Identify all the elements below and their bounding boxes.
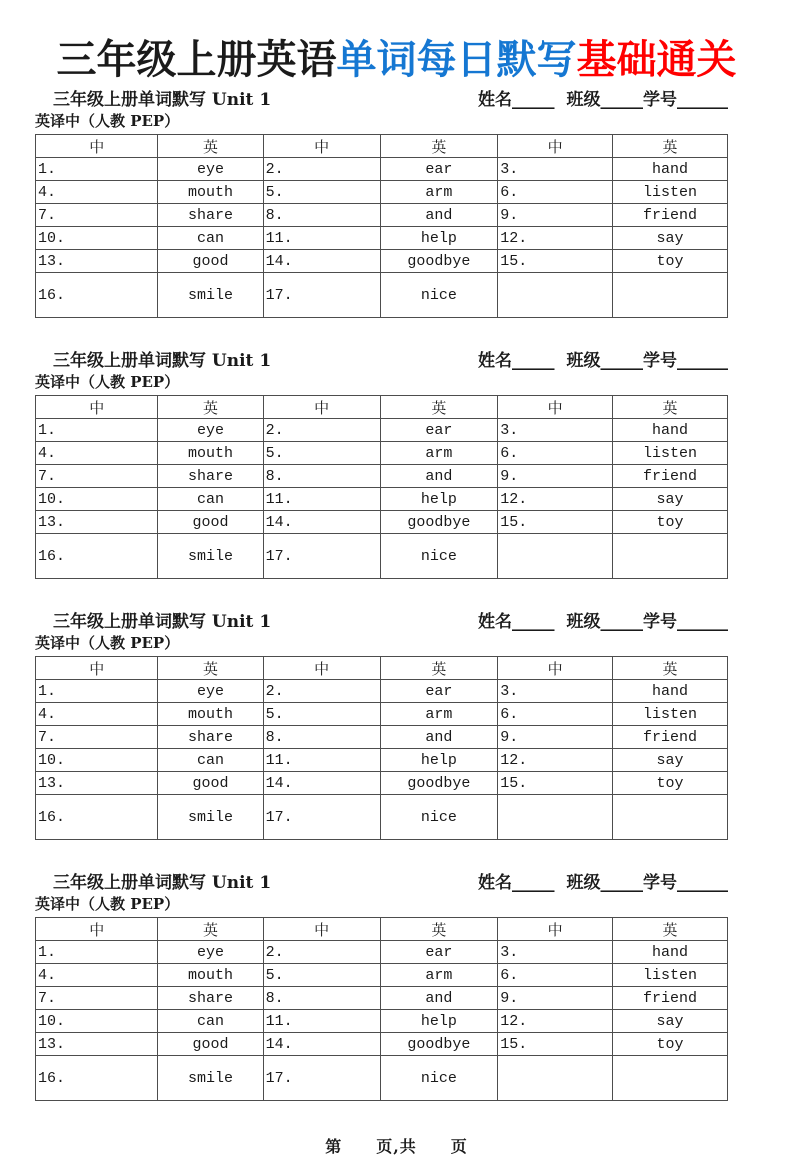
name-label: 姓名	[478, 873, 512, 893]
column-header: 中	[36, 918, 158, 941]
number-cell: 12.	[498, 227, 613, 250]
column-header: 英	[613, 918, 728, 941]
name-blank-line: _____	[512, 351, 555, 371]
number-cell: 9.	[498, 204, 613, 227]
student-info-fields	[478, 351, 728, 372]
class-blank-line: _____	[600, 351, 643, 371]
number-cell: 7.	[36, 726, 158, 749]
number-cell: 13.	[36, 772, 158, 795]
english-word-cell: hand	[613, 158, 728, 181]
english-word-cell: nice	[380, 1056, 498, 1101]
number-cell: 13.	[36, 250, 158, 273]
english-word-cell: goodbye	[380, 511, 498, 534]
student-info-fields	[478, 90, 728, 111]
word-row	[36, 227, 728, 250]
english-word-cell: ear	[380, 941, 498, 964]
word-table	[35, 134, 728, 318]
number-cell: 10.	[36, 749, 158, 772]
number-cell: 12.	[498, 488, 613, 511]
word-row	[36, 419, 728, 442]
number-cell: 14.	[263, 250, 380, 273]
english-word-cell: nice	[380, 795, 498, 840]
word-row	[36, 442, 728, 465]
name-blank-line: _____	[512, 612, 555, 632]
column-header: 英	[158, 657, 263, 680]
title-part-black: 三年级上册英语	[56, 36, 337, 83]
class-label: 班级	[566, 612, 601, 632]
number-cell: 14.	[263, 1033, 380, 1056]
number-cell: 12.	[498, 1010, 613, 1033]
number-cell: 16.	[36, 534, 158, 579]
column-header: 中	[263, 918, 380, 941]
number-cell: 6.	[498, 703, 613, 726]
class-label: 班级	[566, 351, 601, 371]
section-title: 三年级上册单词默写 Unit 1	[53, 873, 272, 893]
number-cell: 17.	[263, 534, 380, 579]
english-word-cell: arm	[380, 442, 498, 465]
english-word-cell: share	[158, 987, 263, 1010]
class-blank-line: _____	[600, 612, 643, 632]
english-word-cell: friend	[613, 465, 728, 488]
english-word-cell: arm	[380, 703, 498, 726]
english-word-cell: smile	[158, 1056, 263, 1101]
word-row	[36, 749, 728, 772]
english-word-cell: good	[158, 250, 263, 273]
english-word-cell: ear	[380, 680, 498, 703]
number-cell: 8.	[263, 204, 380, 227]
word-row	[36, 703, 728, 726]
student-id-label: 学号	[643, 90, 677, 110]
column-header: 中	[498, 918, 613, 941]
english-word-cell: eye	[158, 419, 263, 442]
english-word-cell: hand	[613, 941, 728, 964]
section-subtitle: 英译中（人教 PEP）	[35, 112, 180, 130]
word-table	[35, 395, 728, 579]
number-cell: 4.	[36, 442, 158, 465]
word-row	[36, 534, 728, 579]
english-word-cell: toy	[613, 772, 728, 795]
english-word-cell: friend	[613, 204, 728, 227]
page-title	[0, 0, 793, 82]
number-cell: 2.	[263, 158, 380, 181]
column-header: 中	[498, 135, 613, 158]
english-word-cell: say	[613, 749, 728, 772]
english-word-cell: smile	[158, 273, 263, 318]
column-header: 英	[613, 396, 728, 419]
english-word-cell: goodbye	[380, 250, 498, 273]
student-info-fields	[478, 873, 728, 894]
english-word-cell: hand	[613, 419, 728, 442]
english-word-cell: help	[380, 488, 498, 511]
english-word-cell: good	[158, 1033, 263, 1056]
english-word-cell: smile	[158, 795, 263, 840]
english-word-cell	[613, 795, 728, 840]
number-cell: 15.	[498, 511, 613, 534]
number-cell: 2.	[263, 419, 380, 442]
number-cell: 1.	[36, 158, 158, 181]
english-word-cell: listen	[613, 703, 728, 726]
number-cell: 4.	[36, 181, 158, 204]
table-header-row	[36, 396, 728, 419]
english-word-cell: listen	[613, 181, 728, 204]
page-footer	[0, 1134, 793, 1157]
number-cell: 5.	[263, 703, 380, 726]
english-word-cell: arm	[380, 181, 498, 204]
english-word-cell: help	[380, 749, 498, 772]
english-word-cell: can	[158, 1010, 263, 1033]
word-row	[36, 726, 728, 749]
name-label: 姓名	[478, 351, 512, 371]
column-header: 中	[263, 657, 380, 680]
number-cell: 6.	[498, 181, 613, 204]
worksheet-section	[35, 90, 728, 318]
english-word-cell: mouth	[158, 703, 263, 726]
english-word-cell: help	[380, 1010, 498, 1033]
section-title: 三年级上册单词默写 Unit 1	[53, 351, 272, 371]
student-id-blank-line: ______	[677, 351, 728, 371]
number-cell: 15.	[498, 1033, 613, 1056]
section-header	[35, 90, 728, 111]
number-cell: 3.	[498, 419, 613, 442]
english-word-cell: eye	[158, 158, 263, 181]
english-word-cell: and	[380, 465, 498, 488]
english-word-cell: good	[158, 772, 263, 795]
number-cell: 15.	[498, 250, 613, 273]
name-label: 姓名	[478, 612, 512, 632]
number-cell: 11.	[263, 488, 380, 511]
number-cell: 1.	[36, 680, 158, 703]
word-table	[35, 917, 728, 1101]
section-title: 三年级上册单词默写 Unit 1	[53, 612, 272, 632]
english-word-cell: goodbye	[380, 1033, 498, 1056]
number-cell: 9.	[498, 987, 613, 1010]
english-word-cell: arm	[380, 964, 498, 987]
word-row	[36, 1010, 728, 1033]
number-cell: 9.	[498, 465, 613, 488]
section-subtitle: 英译中（人教 PEP）	[35, 634, 180, 652]
english-word-cell: listen	[613, 964, 728, 987]
column-header: 中	[498, 657, 613, 680]
english-word-cell: and	[380, 726, 498, 749]
english-word-cell: toy	[613, 250, 728, 273]
english-word-cell: can	[158, 488, 263, 511]
section-subtitle: 英译中（人教 PEP）	[35, 895, 180, 913]
english-word-cell: ear	[380, 158, 498, 181]
column-header: 英	[380, 135, 498, 158]
word-row	[36, 181, 728, 204]
english-word-cell: say	[613, 227, 728, 250]
number-cell: 10.	[36, 1010, 158, 1033]
number-cell: 6.	[498, 964, 613, 987]
english-word-cell: mouth	[158, 442, 263, 465]
word-row	[36, 1056, 728, 1101]
table-header-row	[36, 657, 728, 680]
number-cell: 12.	[498, 749, 613, 772]
number-cell: 7.	[36, 465, 158, 488]
number-cell: 17.	[263, 1056, 380, 1101]
number-cell: 13.	[36, 511, 158, 534]
column-header: 英	[158, 135, 263, 158]
number-cell: 4.	[36, 703, 158, 726]
title-part-red: 基础通关	[576, 36, 737, 83]
word-row	[36, 488, 728, 511]
column-header: 英	[380, 918, 498, 941]
number-cell: 7.	[36, 987, 158, 1010]
english-word-cell: friend	[613, 726, 728, 749]
number-cell: 16.	[36, 273, 158, 318]
worksheet-section	[35, 612, 728, 840]
column-header: 中	[36, 396, 158, 419]
english-word-cell: toy	[613, 511, 728, 534]
english-word-cell: friend	[613, 987, 728, 1010]
sections-container	[0, 82, 793, 1101]
section-title: 三年级上册单词默写 Unit 1	[53, 90, 272, 110]
number-cell: 10.	[36, 488, 158, 511]
english-word-cell: share	[158, 465, 263, 488]
english-word-cell: and	[380, 204, 498, 227]
class-blank-line: _____	[600, 873, 643, 893]
column-header: 中	[263, 396, 380, 419]
student-id-label: 学号	[643, 351, 677, 371]
section-header	[35, 873, 728, 894]
english-word-cell: mouth	[158, 964, 263, 987]
column-header: 英	[613, 657, 728, 680]
column-header: 英	[380, 657, 498, 680]
name-blank-line: _____	[512, 873, 555, 893]
student-id-blank-line: ______	[677, 873, 728, 893]
column-header: 英	[380, 396, 498, 419]
english-word-cell: share	[158, 204, 263, 227]
name-label: 姓名	[478, 90, 512, 110]
number-cell: 13.	[36, 1033, 158, 1056]
english-word-cell: good	[158, 511, 263, 534]
number-cell: 11.	[263, 749, 380, 772]
number-cell: 1.	[36, 419, 158, 442]
class-blank-line: _____	[600, 90, 643, 110]
column-header: 中	[498, 396, 613, 419]
english-word-cell: goodbye	[380, 772, 498, 795]
number-cell: 4.	[36, 964, 158, 987]
worksheet-section	[35, 873, 728, 1101]
english-word-cell: help	[380, 227, 498, 250]
word-row	[36, 795, 728, 840]
number-cell	[498, 273, 613, 318]
column-header: 中	[263, 135, 380, 158]
number-cell: 7.	[36, 204, 158, 227]
class-label: 班级	[566, 873, 601, 893]
column-header: 中	[36, 657, 158, 680]
english-word-cell: hand	[613, 680, 728, 703]
number-cell: 11.	[263, 1010, 380, 1033]
english-word-cell: and	[380, 987, 498, 1010]
column-header: 中	[36, 135, 158, 158]
student-id-label: 学号	[643, 873, 677, 893]
english-word-cell: smile	[158, 534, 263, 579]
number-cell: 5.	[263, 964, 380, 987]
footer-text: 第 页,共 页	[325, 1137, 468, 1156]
english-word-cell	[613, 1056, 728, 1101]
english-word-cell: can	[158, 749, 263, 772]
number-cell: 8.	[263, 987, 380, 1010]
english-word-cell: say	[613, 1010, 728, 1033]
column-header: 英	[613, 135, 728, 158]
number-cell: 2.	[263, 941, 380, 964]
student-id-label: 学号	[643, 612, 677, 632]
number-cell: 17.	[263, 273, 380, 318]
english-word-cell: listen	[613, 442, 728, 465]
word-row	[36, 772, 728, 795]
section-header	[35, 612, 728, 633]
number-cell: 8.	[263, 465, 380, 488]
word-row	[36, 987, 728, 1010]
number-cell: 5.	[263, 181, 380, 204]
number-cell: 5.	[263, 442, 380, 465]
number-cell: 14.	[263, 511, 380, 534]
student-id-blank-line: ______	[677, 90, 728, 110]
column-header: 英	[158, 918, 263, 941]
english-word-cell: eye	[158, 680, 263, 703]
worksheet-section	[35, 351, 728, 579]
word-row	[36, 250, 728, 273]
english-word-cell: mouth	[158, 181, 263, 204]
word-row	[36, 511, 728, 534]
number-cell: 9.	[498, 726, 613, 749]
number-cell	[498, 534, 613, 579]
english-word-cell: share	[158, 726, 263, 749]
english-word-cell: can	[158, 227, 263, 250]
section-subtitle: 英译中（人教 PEP）	[35, 373, 180, 391]
student-info-fields	[478, 612, 728, 633]
word-row	[36, 1033, 728, 1056]
number-cell: 2.	[263, 680, 380, 703]
word-table	[35, 656, 728, 840]
title-part-blue: 单词每日默写	[336, 36, 577, 83]
table-header-row	[36, 918, 728, 941]
english-word-cell: say	[613, 488, 728, 511]
english-word-cell: toy	[613, 1033, 728, 1056]
number-cell: 1.	[36, 941, 158, 964]
number-cell: 6.	[498, 442, 613, 465]
word-row	[36, 273, 728, 318]
number-cell: 10.	[36, 227, 158, 250]
number-cell: 16.	[36, 795, 158, 840]
number-cell: 8.	[263, 726, 380, 749]
column-header: 英	[158, 396, 263, 419]
section-header	[35, 351, 728, 372]
english-word-cell	[613, 273, 728, 318]
word-row	[36, 158, 728, 181]
number-cell	[498, 795, 613, 840]
english-word-cell: ear	[380, 419, 498, 442]
student-id-blank-line: ______	[677, 612, 728, 632]
english-word-cell: nice	[380, 273, 498, 318]
number-cell: 16.	[36, 1056, 158, 1101]
number-cell: 14.	[263, 772, 380, 795]
name-blank-line: _____	[512, 90, 555, 110]
number-cell: 3.	[498, 941, 613, 964]
number-cell: 3.	[498, 158, 613, 181]
word-row	[36, 465, 728, 488]
english-word-cell: eye	[158, 941, 263, 964]
english-word-cell	[613, 534, 728, 579]
word-row	[36, 204, 728, 227]
english-word-cell: nice	[380, 534, 498, 579]
word-row	[36, 680, 728, 703]
word-row	[36, 941, 728, 964]
number-cell: 11.	[263, 227, 380, 250]
number-cell: 3.	[498, 680, 613, 703]
word-row	[36, 964, 728, 987]
number-cell: 15.	[498, 772, 613, 795]
class-label: 班级	[566, 90, 601, 110]
table-header-row	[36, 135, 728, 158]
number-cell: 17.	[263, 795, 380, 840]
number-cell	[498, 1056, 613, 1101]
